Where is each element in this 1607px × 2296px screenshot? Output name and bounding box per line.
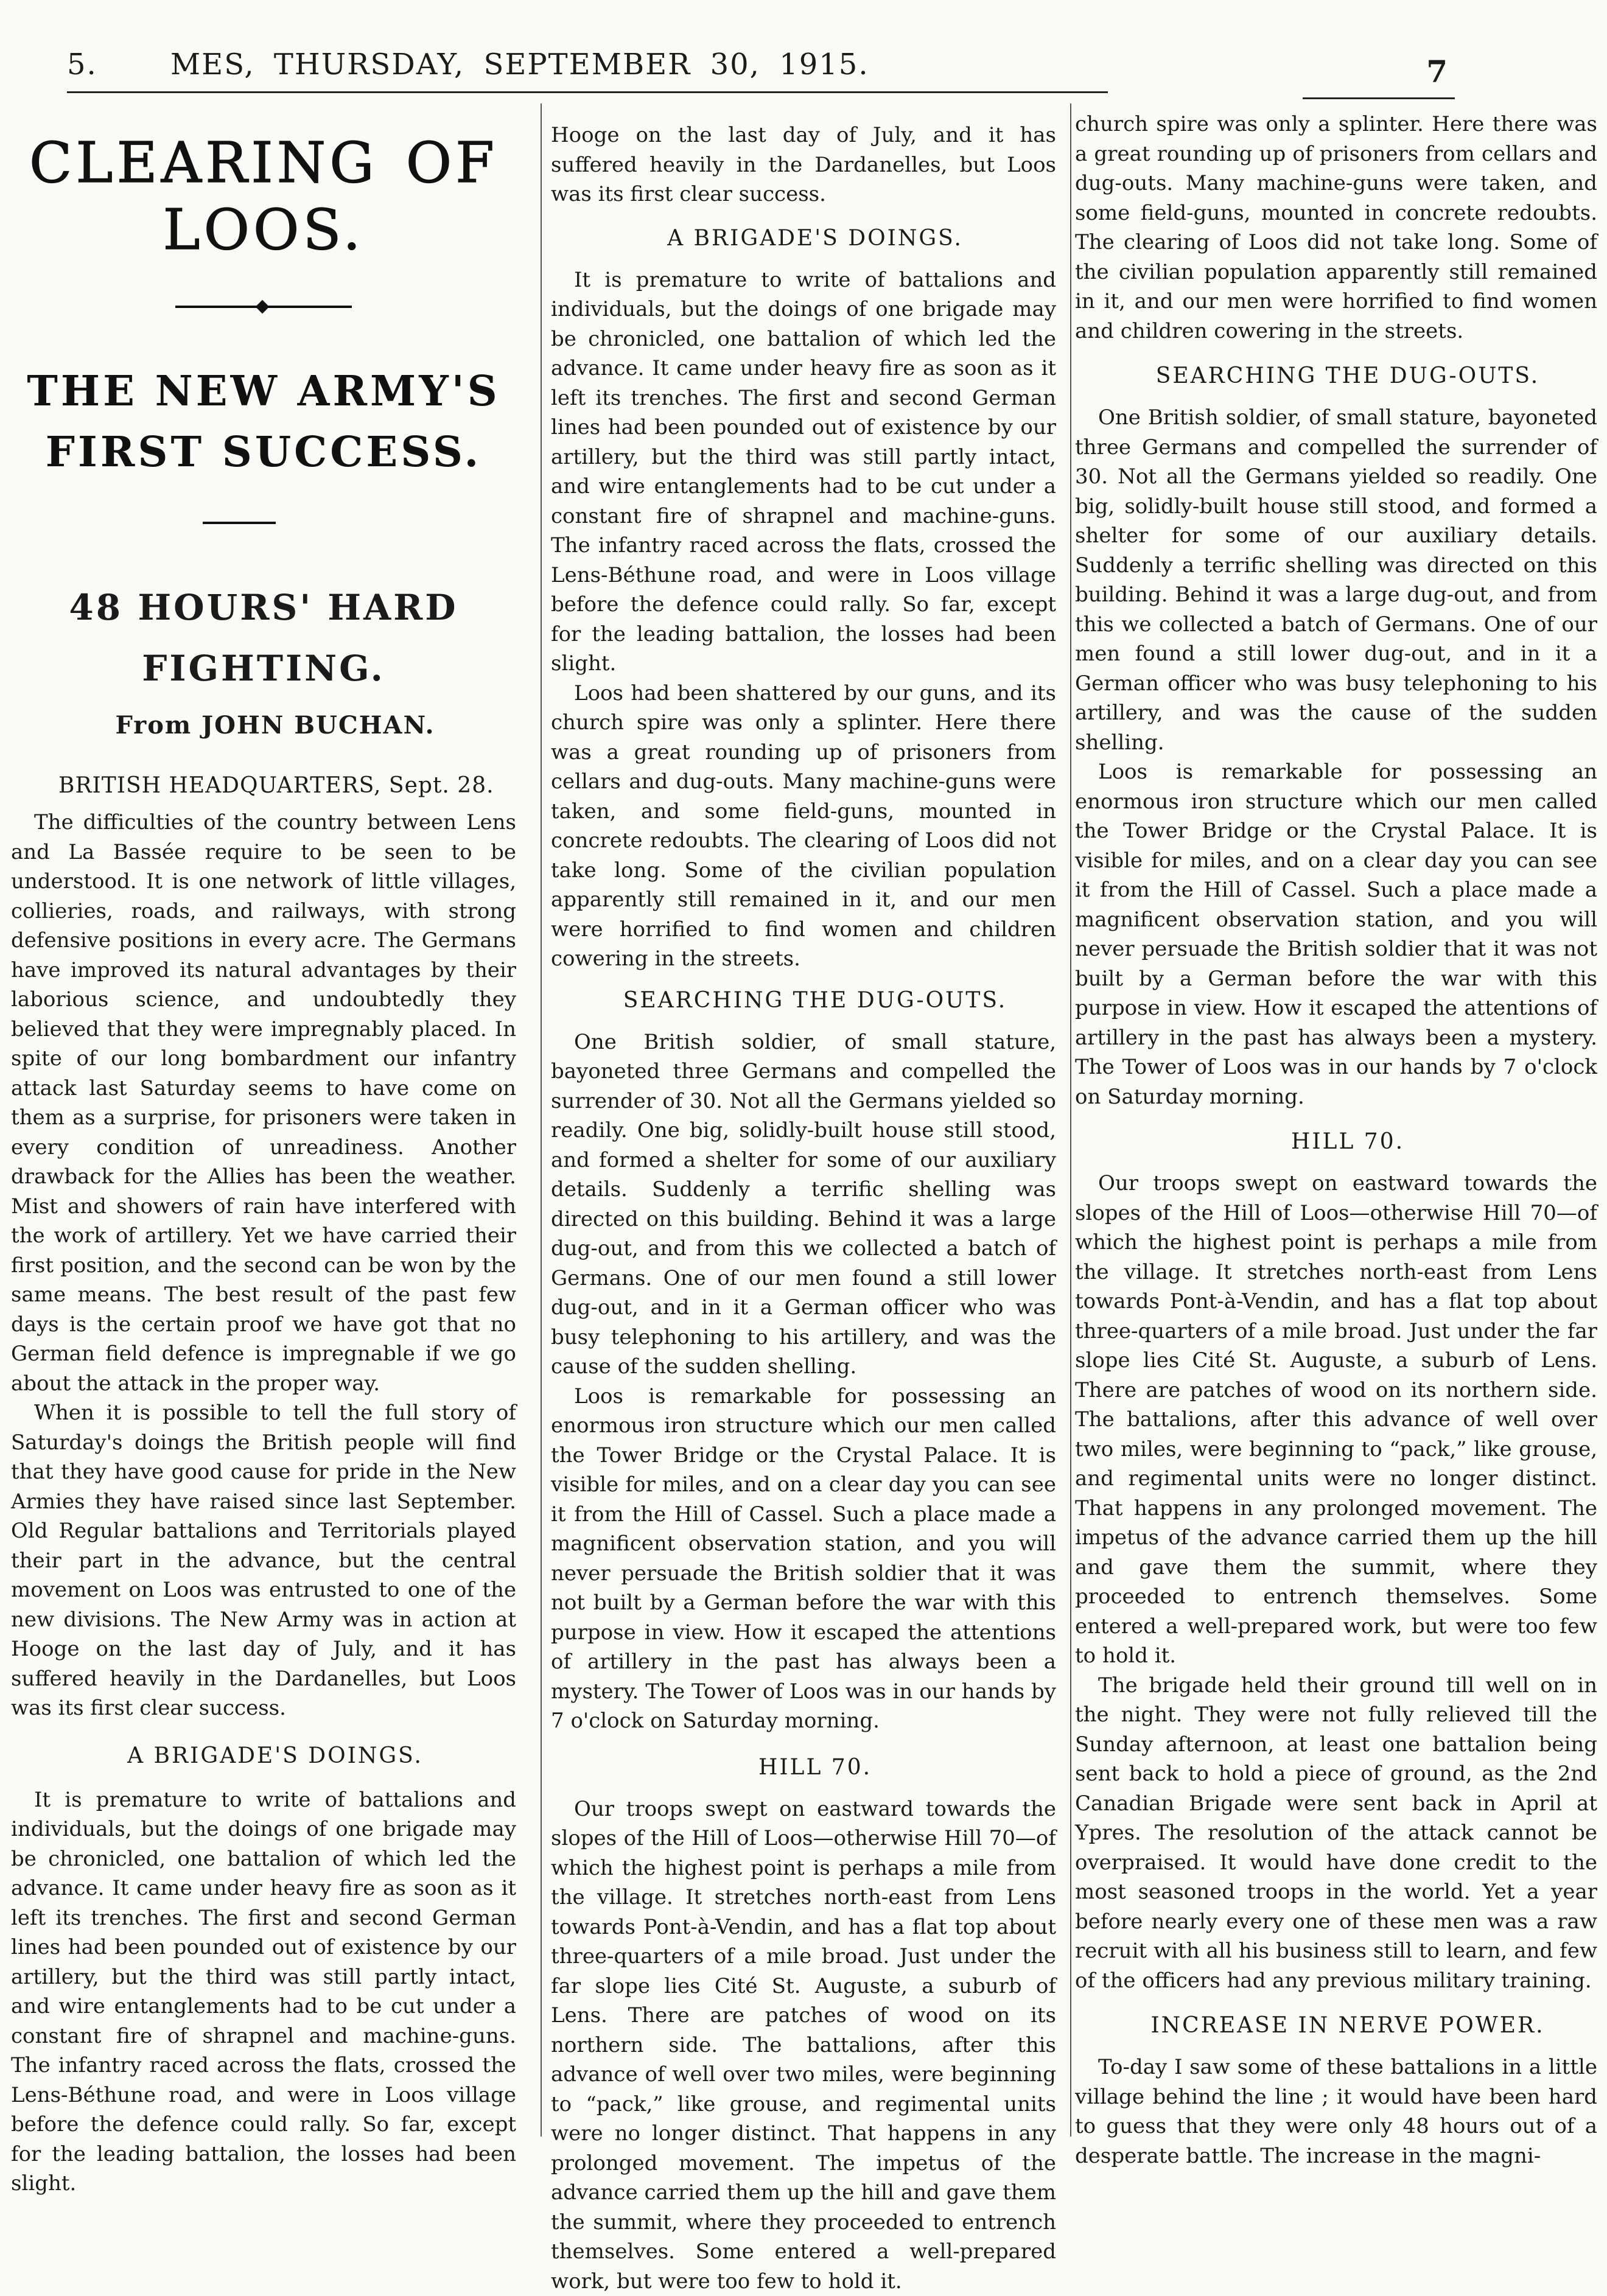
column-2 xyxy=(551,121,1056,2135)
folio-left: 5. xyxy=(67,47,97,82)
column-rule-2 xyxy=(1070,103,1071,2137)
column-3 xyxy=(1075,110,1597,2124)
masthead-rule xyxy=(67,91,1108,93)
paragraph-9: To-day I saw some of these battalions in a little village behind the line ; it would have been hard to guess that they were only 48 hours out of a desperate battle. The increase in the magni- xyxy=(1075,2053,1597,2171)
subheading-brigade-repeat: A BRIGADE'S DOINGS. xyxy=(551,224,1056,253)
column-rule-1 xyxy=(541,103,542,2137)
paragraph-3-repeat: It is premature to write of battalions and individuals, but the doings of one brigade may be chronicled, one battalion of which led the advance. It came under heavy fire as soon as it left its trenches. The first and second German lines had been pounded out of existence by our artillery, but the third was still partly intact, and wire entanglements had to be cut under a constant fire of shrapnel and machine-guns. The infantry raced across the flats, crossed the Lens-Béthune road, and were in Loos village before the defence could rally. So far, except for the leading battalion, the losses had been slight. xyxy=(551,265,1056,679)
masthead-rule-right xyxy=(1303,97,1455,99)
page-number: 7 xyxy=(1426,54,1449,89)
paragraph-1: The difficulties of the country between Lens and La Bassée require to be seen to be understood. It is one network of little villages, collieries, roads, and railways, with strong defensive positions in every acre. The Germans have improved its natural advantages by their laborious science, and undoubtedly they believed that they were impregnably placed. In spite of our long bombardment our infantry attack last Saturday seems to have come on them as a surprise, for prisoners were taken in every condition of unreadiness. Another drawback for the Allies has been the weather. Mist and showers of rain have interfered with the work of artillery. Yet we have carried their first position, and the second can be won by the same means. The best result of the past few days is the certain proof we have got that no German field defence is impregnable if we go about the attack in the proper way. xyxy=(11,808,516,1398)
paragraph-5-repeat: One British soldier, of small stature, bayoneted three Germans and compelled the surrender of 30. Not all the Germans yielded so readily. One big, solidly-built house still stood, and formed a shelter for some of our auxiliary details. Suddenly a terrific shelling was directed on this building. Behind it was a large dug-out, and from this we collected a batch of Germans. One of our men found a still lower dug-out, and in it a German officer who was busy telephoning to his artillery, and was the cause of the sudden shelling. xyxy=(1075,403,1597,757)
subheading-nerve-power: INCREASE IN NERVE POWER. xyxy=(1075,2011,1597,2040)
paragraph-7-repeat: Our troops swept on eastward towards the slopes of the Hill of Loos—otherwise Hill 70—of which the highest point is perhaps a mile from the village. It stretches north-east from Lens towards Pont-à-Vendin, and has a flat top about three-quarters of a mile broad. Just under the far slope lies Cité St. Auguste, a suburb of Lens. There are patches of wood on its northern side. The battalions, after this advance of well over two miles, were beginning to “pack,” like grouse, and regimental units were no longer distinct. That happens in any prolonged movement. The impetus of the advance carried them up the hill and gave them the summit, where they proceeded to entrench themselves. Some entered a well-prepared work, but were too few to hold it. xyxy=(1075,1169,1597,1671)
column-3-continuation: church spire was only a splinter. Here there was a great rounding up of prisoners from cellars and dug-outs. Many machine-guns were taken, and some field-guns, mounted in concrete redoubts. The clearing of Loos did not take long. Some of the civilian population apparently still remained in it, and our men were horrified to find women and children cowering in the streets. xyxy=(1075,110,1597,346)
paragraph-3: It is premature to write of battalions and individuals, but the doings of one brigade may be chronicled, one battalion of which led the advance. It came under heavy fire as soon as it left its trenches. The first and second German lines had been pounded out of existence by our artillery, but the third was still partly intact, and wire entanglements had to be cut under a constant fire of shrapnel and machine-guns. The infantry raced across the flats, crossed the Lens-Béthune road, and were in Loos village before the defence could rally. So far, except for the leading battalion, the losses had been slight. xyxy=(11,1785,516,2199)
subheading-brigade: A BRIGADE'S DOINGS. xyxy=(11,1741,516,1771)
paragraph-8: The brigade held their ground till well on in the night. They were not fully relieved till the Sunday afternoon, at least one battalion being sent back to hold a piece of ground, as the 2nd Canadian Brigade were sent back in April at Ypres. The resolution of the attack cannot be overpraised. It would have done credit to the most seasoned troops in the world. Yet a year before nearly every one of these men was a raw recruit with all his business still to learn, and few of the officers had any previous military training. xyxy=(1075,1671,1597,1996)
headline-clearing: CLEARING OF LOOS. xyxy=(11,130,516,264)
masthead-dateline: MES, THURSDAY, SEPTEMBER 30, 1915. xyxy=(170,47,869,82)
headline-new-army: THE NEW ARMY'S FIRST SUCCESS. xyxy=(11,361,516,483)
masthead xyxy=(67,43,1449,97)
paragraph-7: Our troops swept on eastward towards the slopes of the Hill of Loos—otherwise Hill 70—of which the highest point is perhaps a mile from the village. It stretches north-east from Lens towards Pont-à-Vendin, and has a flat top about three-quarters of a mile broad. Just under the far slope lies Cité St. Auguste, a suburb of Lens. There are patches of wood on its northern side. The battalions, after this advance of well over two miles, were beginning to “pack,” like grouse, and regimental units were no longer distinct. That happens in any prolonged movement. The impetus of the advance carried them up the hill and gave them the summit, where they proceeded to entrench themselves. Some entered a well-prepared work, but were too few to hold it. xyxy=(551,1794,1056,2296)
subheading-dugouts: SEARCHING THE DUG-OUTS. xyxy=(551,986,1056,1015)
paragraph-2: When it is possible to tell the full story of Saturday's doings the British people will find that they have good cause for pride in the New Armies they have raised since last September. Old Regular battalions and Territorials played their part in the advance, but the central movement on Loos was entrusted to one of the new divisions. The New Army was in action at Hooge on the last day of July, and it has suffered heavily in the Dardanelles, but Loos was its first clear success. xyxy=(11,1398,516,1723)
column-1 xyxy=(11,119,516,2133)
short-rule xyxy=(11,510,516,534)
paragraph-6: Loos is remarkable for possessing an enormous iron structure which our men called the Tower Bridge or the Crystal Palace. It is visible for miles, and on a clear day you can see it from the Hill of Cassel. Such a place made a magnificent observation station, and you will never persuade the British soldier that it was not built by a German before the war with this purpose in view. How it escaped the attentions of artillery in the past has always been a mystery. The Tower of Loos was in our hands by 7 o'clock on Saturday morning. xyxy=(551,1382,1056,1736)
paragraph-5: One British soldier, of small stature, bayoneted three Germans and compelled the surrender of 30. Not all the Germans yielded so readily. One big, solidly-built house still stood, and formed a shelter for some of our auxiliary details. Suddenly a terrific shelling was directed on this building. Behind it was a large dug-out, and from this we collected a batch of Germans. One of our men found a still lower dug-out, and in it a German officer who was busy telephoning to his artillery, and was the cause of the sudden shelling. xyxy=(551,1027,1056,1382)
headline-48-hours: 48 HOURS' HARD FIGHTING. xyxy=(11,577,516,699)
paragraph-6-repeat: Loos is remarkable for possessing an enormous iron structure which our men called the Tower Bridge or the Crystal Palace. It is visible for miles, and on a clear day you can see it from the Hill of Cassel. Such a place made a magnificent observation station, and you will never persuade the British soldier that it was not built by a German before the war with this purpose in view. How it escaped the attentions of artillery in the past has always been a mystery. The Tower of Loos was in our hands by 7 o'clock on Saturday morning. xyxy=(1075,757,1597,1111)
byline: From JOHN BUCHAN. xyxy=(11,711,516,741)
subheading-hill-70: HILL 70. xyxy=(551,1753,1056,1782)
subheading-dugouts-repeat: SEARCHING THE DUG-OUTS. xyxy=(1075,362,1597,391)
column-2-continuation: Hooge on the last day of July, and it has suffered heavily in the Dardanelles, but Loos was its first clear success. xyxy=(551,121,1056,209)
subheading-hill-70-repeat: HILL 70. xyxy=(1075,1127,1597,1157)
paragraph-4: Loos had been shattered by our guns, and its church spire was only a splinter. Here there was a great rounding up of prisoners from cellars and dug-outs. Many machine-guns were taken, and some field-guns, mounted in concrete redoubts. The clearing of Loos did not take long. Some of the civilian population apparently still remained in it, and our men were horrified to find women and children cowering in the streets. xyxy=(551,679,1056,974)
article-dateline: BRITISH HEADQUARTERS, Sept. 28. xyxy=(35,771,516,801)
ornamental-rule xyxy=(11,294,516,318)
